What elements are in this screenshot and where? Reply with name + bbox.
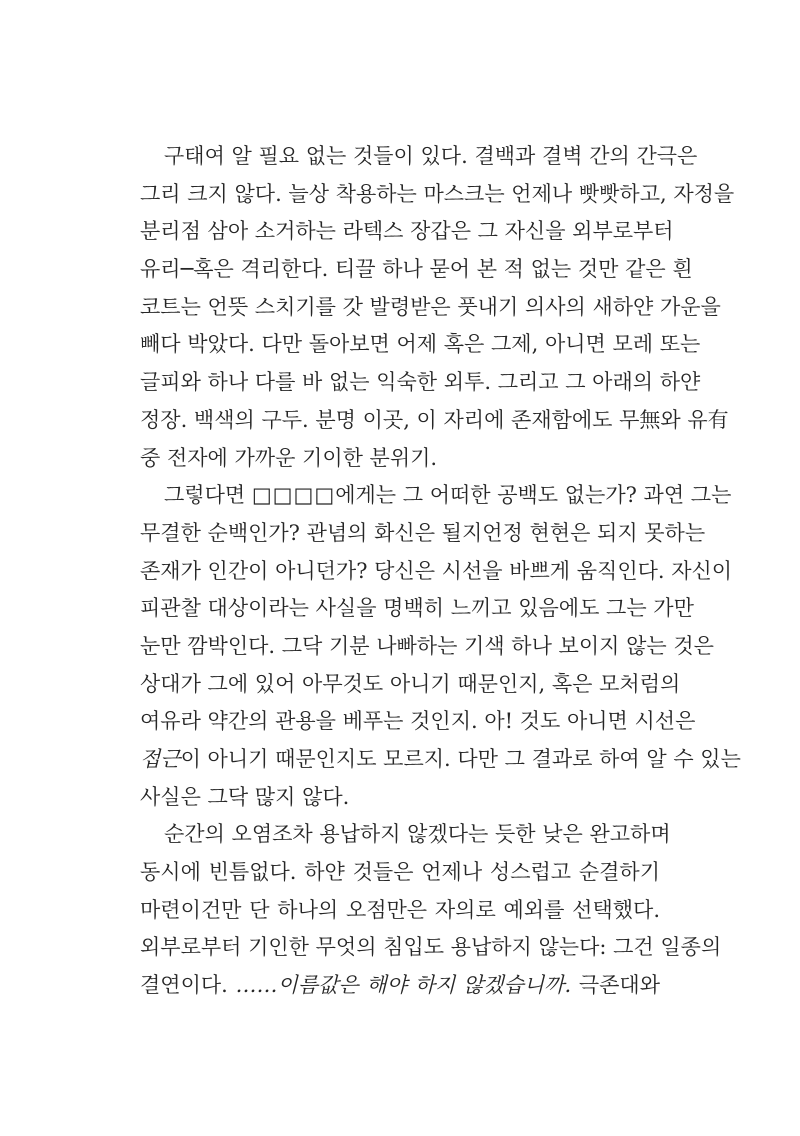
paragraph-2 bbox=[140, 477, 741, 816]
text-line: 존재가 인간이 아니던가? 당신은 시선을 바쁘게 움직인다. 자신이 bbox=[140, 558, 733, 583]
text-line: 외부로부터 기인한 무엇의 침입도 용납하지 않는다: 그건 일종의 bbox=[140, 935, 722, 960]
text-line: 유리─혹은 격리한다. 티끌 하나 묻어 본 적 없는 것만 같은 흰 bbox=[140, 257, 693, 282]
line-text: 결연이다. bbox=[140, 973, 236, 998]
text-line bbox=[140, 967, 660, 1005]
text-line: 피관찰 대상이라는 사실을 명백히 느끼고 있음에도 그는 가만 bbox=[140, 596, 694, 621]
text-line: 코트는 언뜻 스치기를 갓 발령받은 풋내기 의사의 새하얀 가운을 bbox=[140, 294, 721, 319]
text-line: 동시에 빈틈없다. 하얀 것들은 언제나 성스럽고 순결하기 bbox=[140, 860, 660, 885]
text-line: 상대가 그에 있어 아무것도 아니기 때문인지, 혹은 모처럼의 bbox=[140, 671, 681, 696]
text-line: 여유라 약간의 관용을 베푸는 것인지. 아! 것도 아니면 시선은 bbox=[140, 709, 696, 734]
text-line: 중 전자에 가까운 기이한 분위기. bbox=[140, 445, 438, 470]
document-body bbox=[140, 138, 741, 1005]
text-line: 정장. 백색의 구두. 분명 이곳, 이 자리에 존재함에도 무無와 유有 bbox=[140, 407, 729, 432]
text-line: 분리점 삼아 소거하는 라텍스 장갑은 그 자신을 외부로부터 bbox=[140, 219, 674, 244]
text-line: 구태여 알 필요 없는 것들이 있다. 결백과 결벽 간의 간극은 bbox=[164, 144, 698, 168]
text-line: 순간의 오염조차 용납하지 않겠다는 듯한 낮은 완고하며 bbox=[164, 822, 671, 847]
text-line: 마련이건만 단 하나의 오점만은 자의로 예외를 선택했다. bbox=[140, 897, 660, 922]
text-line: 사실은 그닥 많지 않다. bbox=[140, 784, 350, 809]
paragraph-3 bbox=[140, 816, 722, 1004]
italic-quote: ……이름값은 해야 하지 않겠습니까. bbox=[235, 973, 572, 998]
line-text: 극존대와 bbox=[571, 973, 660, 998]
italic-word: 접근 bbox=[140, 747, 181, 771]
text-line: 그리 크지 않다. 늘상 착용하는 마스크는 언제나 빳빳하고, 자정을 bbox=[140, 181, 735, 206]
text-line bbox=[140, 741, 741, 779]
paragraph-1 bbox=[140, 138, 735, 477]
text-line: 글피와 하나 다를 바 없는 익숙한 외투. 그리고 그 아래의 하얀 bbox=[140, 370, 701, 395]
line-text: 그렇다면 bbox=[164, 483, 252, 508]
text-line: 빼다 박았다. 다만 돌아보면 어제 혹은 그제, 아니면 모레 또는 bbox=[140, 332, 701, 357]
text-line: 눈만 깜박인다. 그닥 기분 나빠하는 기색 하나 보이지 않는 것은 bbox=[140, 633, 714, 658]
text-line bbox=[140, 477, 732, 515]
line-text: 에게는 그 어떠한 공백도 없는가? 과연 그는 bbox=[335, 483, 732, 508]
line-text: 이 아니기 때문인지도 모르지. 다만 그 결과로 하여 알 수 있는 bbox=[180, 747, 741, 771]
text-line: 무결한 순백인가? 관념의 화신은 될지언정 현현은 되지 못하는 bbox=[140, 520, 706, 545]
name-placeholder: □□□□ bbox=[251, 483, 336, 508]
